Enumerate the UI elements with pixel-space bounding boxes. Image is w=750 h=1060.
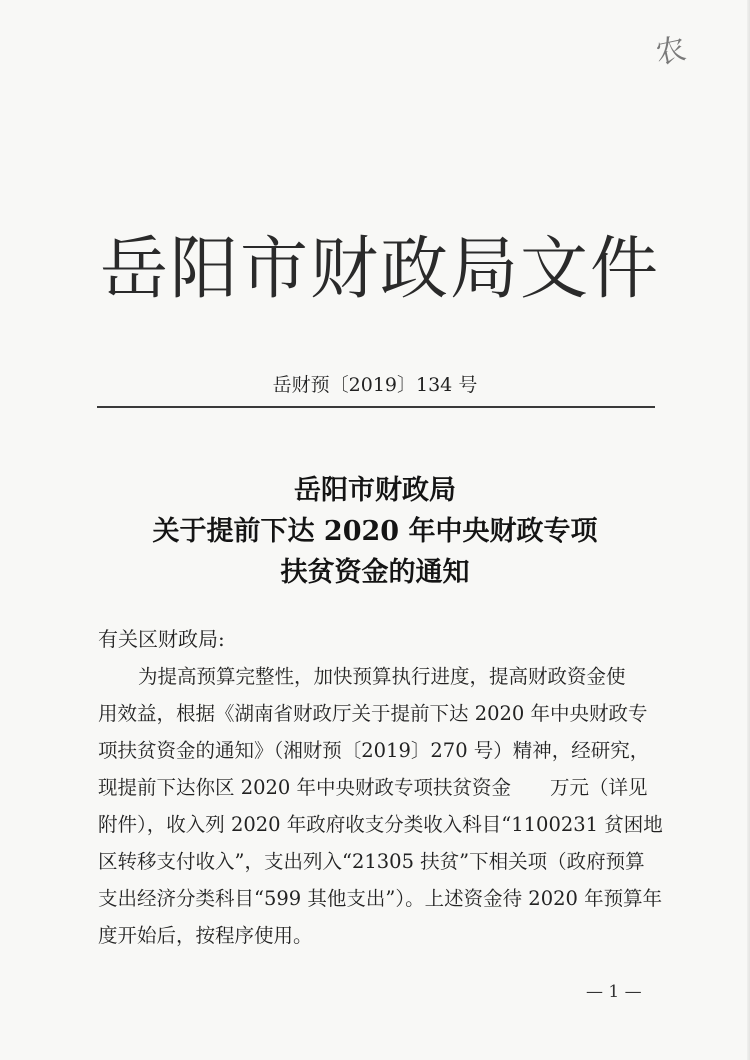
body-paragraph: [98, 658, 663, 954]
document-header-title: 岳阳市财政局文件: [100, 230, 661, 309]
header-divider: [97, 406, 655, 408]
salutation: 有关区财政局:: [98, 627, 225, 651]
body-line: 支出经济分类科目“599 其他支出”）。上述资金待 2020 年预算年: [98, 887, 663, 910]
body-line: 项扶贫资金的通知》（湘财预〔2019〕270 号）精神，经研究，: [98, 739, 650, 762]
body-line: 现提前下达你区 2020 年中央财政专项扶贫资金 万元（详见: [98, 776, 648, 799]
notice-title-line-2: 关于提前下达 2020 年中央财政专项: [152, 516, 598, 547]
body-line: 为提高预算完整性，加快预算执行进度，提高财政资金使: [138, 665, 626, 688]
body-line: 用效益，根据《湖南省财政厅关于提前下达 2020 年中央财政专: [98, 702, 648, 725]
page-number: — 1 —: [586, 982, 642, 1002]
handwritten-annotation: 农: [652, 31, 690, 72]
body-line: 附件），收入列 2020 年政府收支分类收入科目“1100231 贫困地: [98, 813, 663, 836]
document-number: 岳财预〔2019〕134 号: [272, 374, 478, 396]
notice-title: [0, 470, 750, 593]
notice-title-line-1: 岳阳市财政局: [294, 475, 456, 506]
notice-title-line-3: 扶贫资金的通知: [280, 557, 470, 588]
body-line: 度开始后，按程序使用。: [98, 924, 313, 947]
body-line: 区转移支付收入”，支出列入“21305 扶贫”下相关项（政府预算: [98, 850, 645, 873]
